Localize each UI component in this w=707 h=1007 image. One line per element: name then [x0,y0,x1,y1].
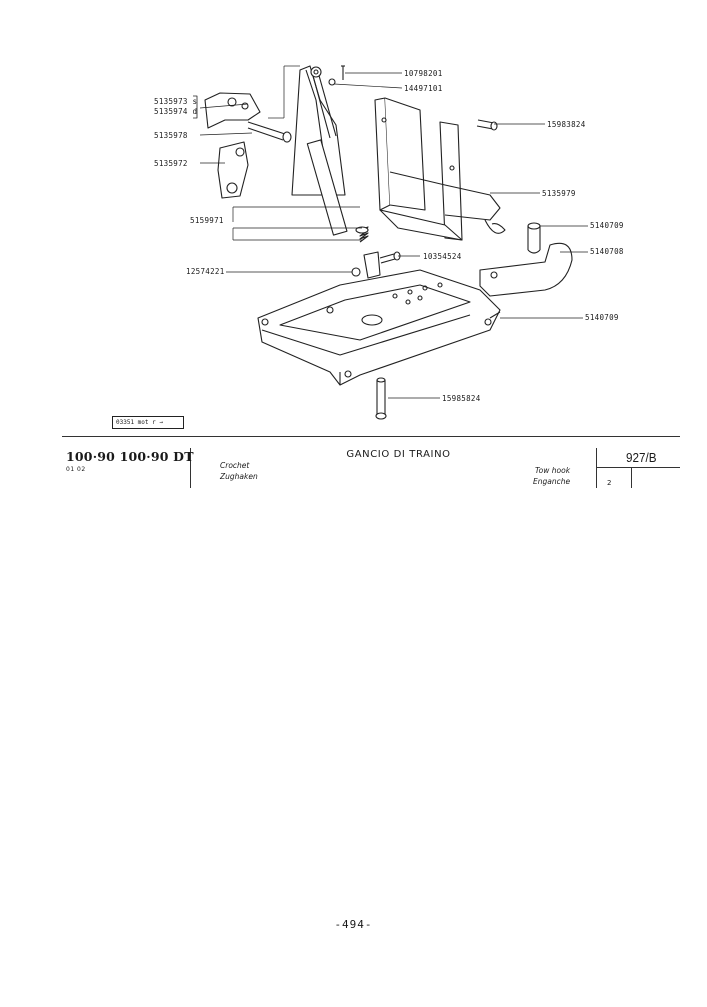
part-label-15985824: 15985824 [442,394,481,403]
reference-box: 03351 mot r → [112,416,184,429]
bolt-15985824-bottom [376,378,386,419]
part-label-5159971: 5159971 [190,216,224,225]
pin-top [329,66,345,85]
title-french: Crochet [220,461,250,470]
part-label-5140708: 5140708 [590,247,624,256]
model-variants: 01 02 [66,466,86,473]
bolt-10354524 [380,252,400,263]
model-name: 100·90 100·90 DT [66,449,194,464]
part-label-12574221: 12574221 [186,267,225,276]
tow-bracket-5135979 [375,98,505,240]
part-label-15983824: 15983824 [547,120,586,129]
tow-hook-5140708 [480,243,572,296]
part-label-5140709-upper: 5140709 [590,221,624,230]
page-number: -494- [334,918,373,931]
title-english: Tow hook [535,466,571,475]
part-label-5135978: 5135978 [154,131,188,140]
part-label-5135979: 5135979 [542,189,576,198]
bolt-15983824-top [477,120,497,130]
title-spanish: Enganche [533,477,571,486]
bolt-5135978 [248,122,291,142]
part-label-5140709-lower: 5140709 [585,313,619,322]
part-label-14497101: 14497101 [404,84,443,93]
nut-12574221 [352,268,360,276]
part-label-5135974: 5135974 d [154,107,198,116]
pin-5140709-upper [528,223,540,253]
base-plate [258,270,500,385]
footer-divider-sheet [631,467,632,488]
part-label-10354524: 10354524 [423,252,462,261]
sheet-code: 927/B [626,450,657,465]
footer-top-rule [62,436,680,437]
part-label-5135973: 5135973 s [154,97,198,106]
exploded-parts-diagram [0,0,707,440]
sheet-divider [596,467,680,468]
sheet-number: 2 [607,479,612,487]
part-label-5135972: 5135972 [154,159,188,168]
title-german: Zughaken [220,472,258,481]
section-title: GANCIO DI TRAINO [346,449,451,460]
part-label-10798201: 10798201 [404,69,443,78]
